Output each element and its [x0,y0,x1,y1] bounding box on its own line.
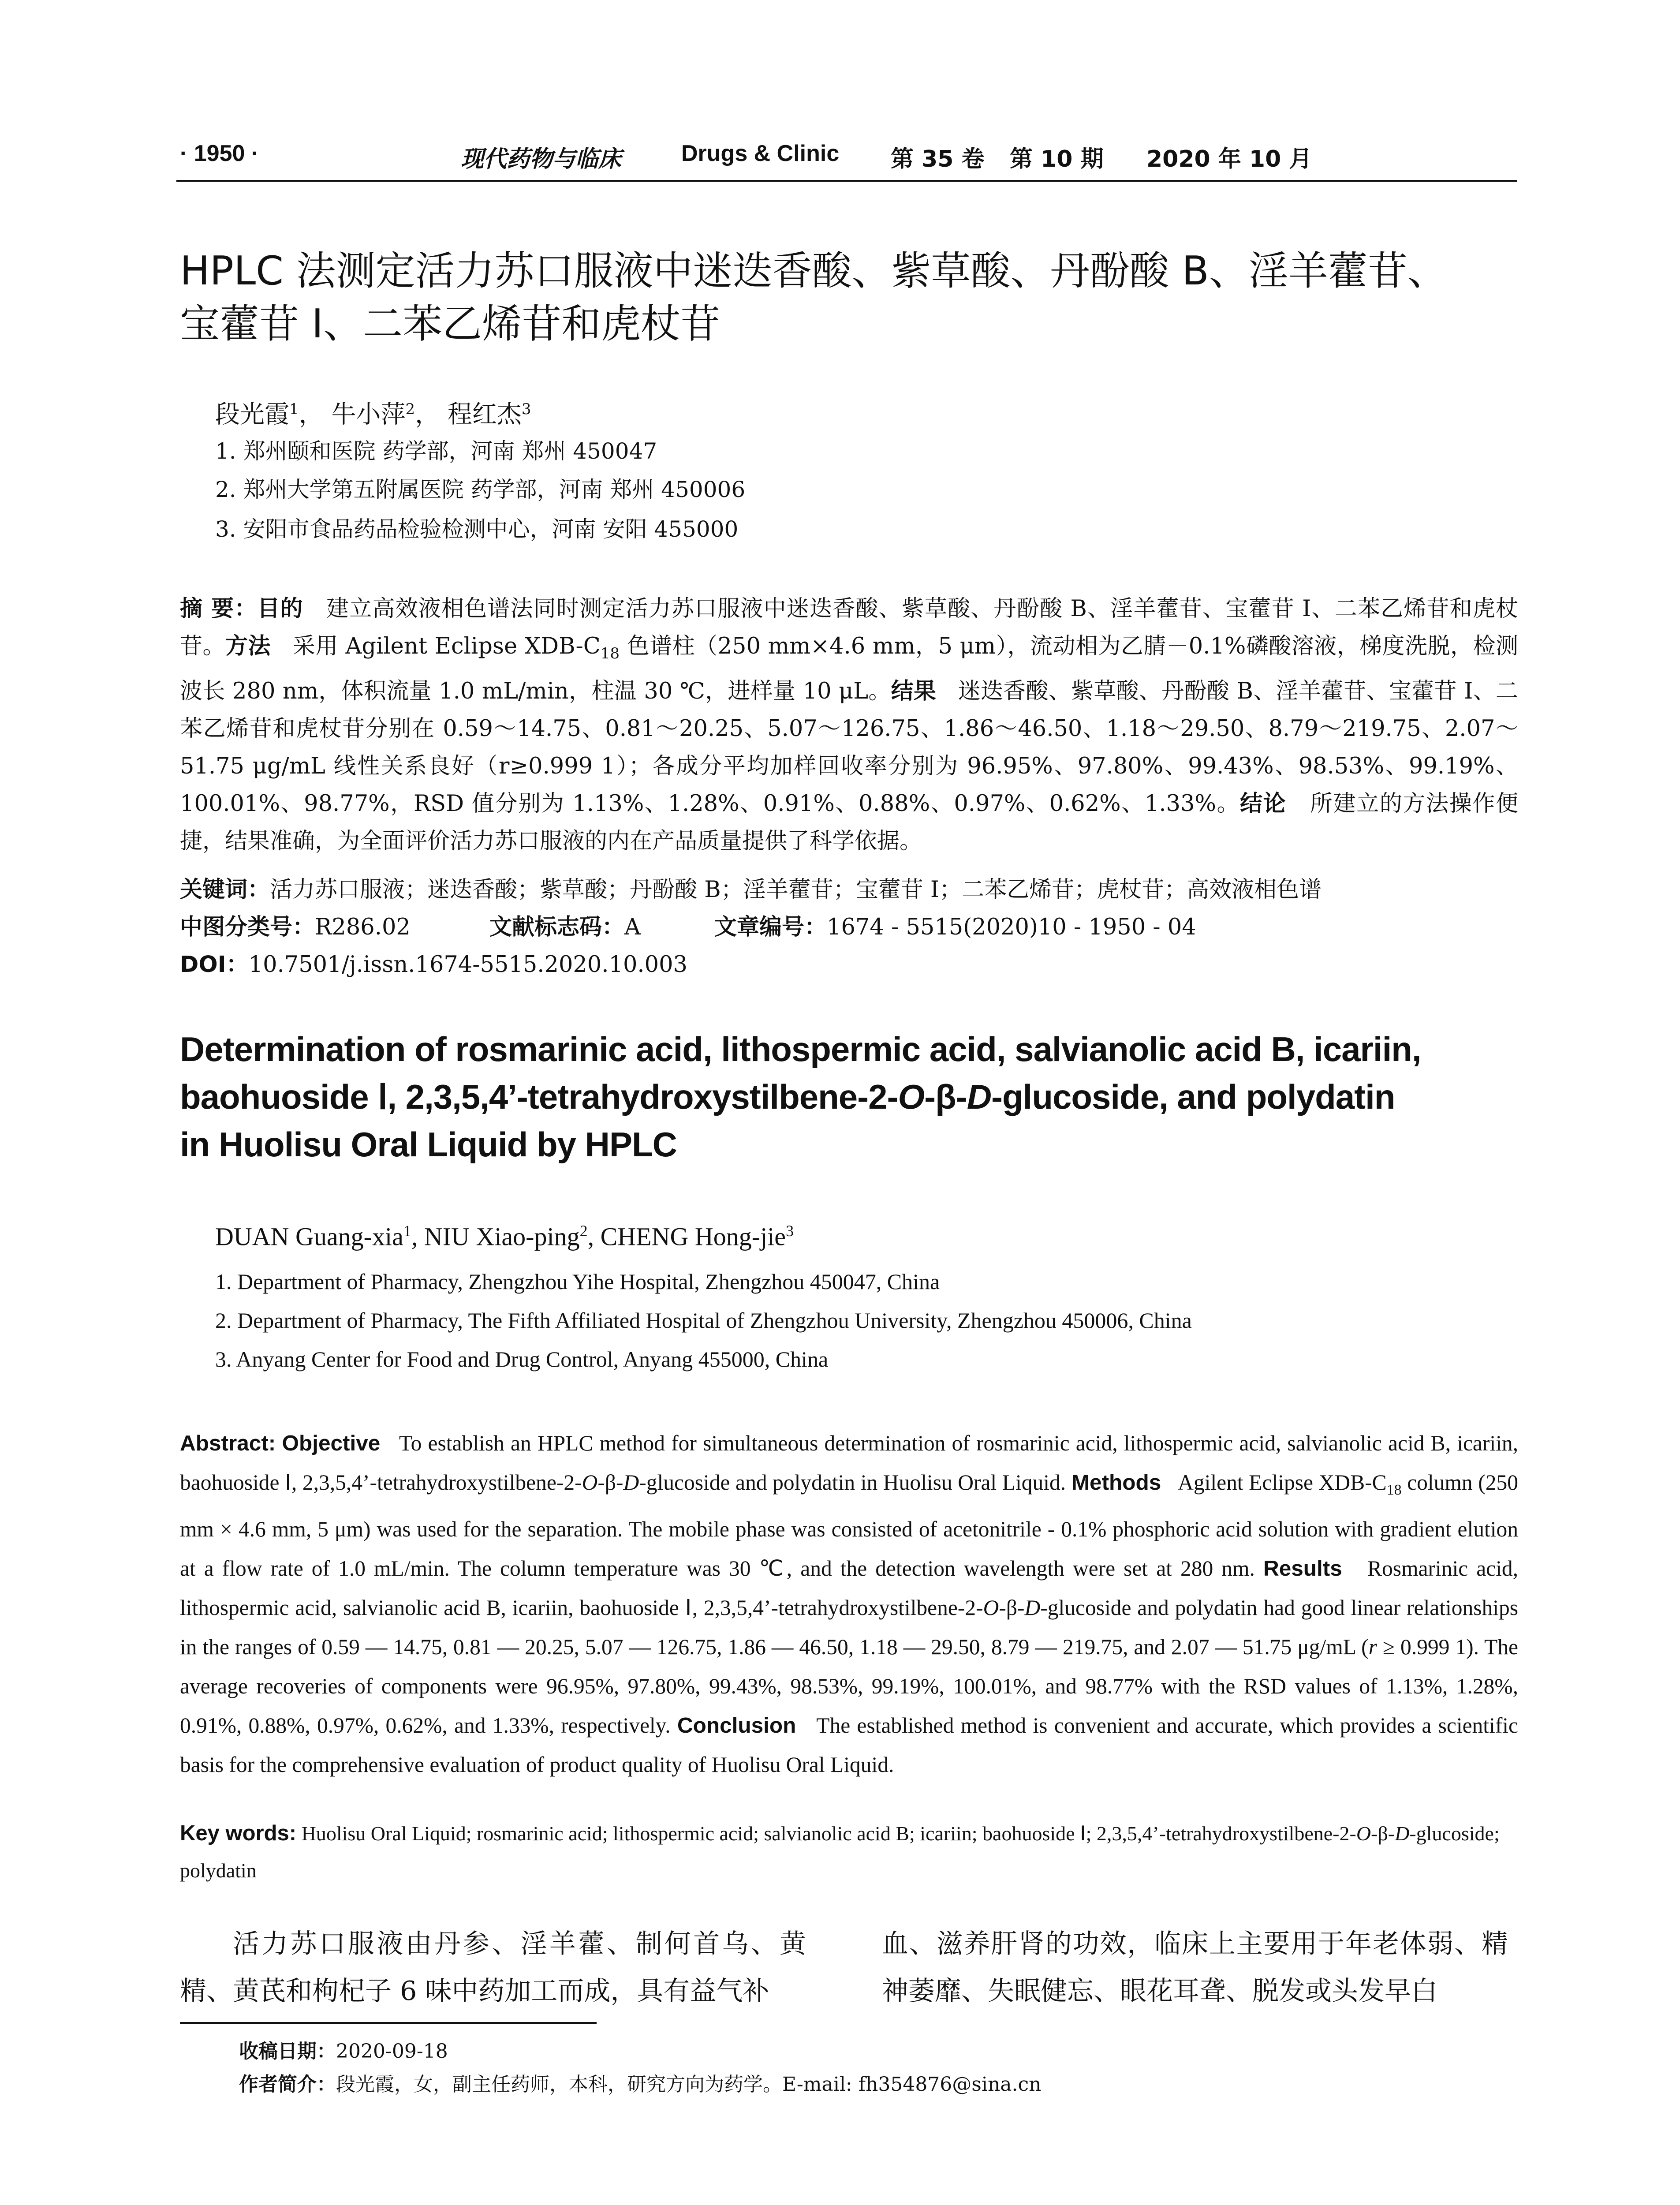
objective-label-cn: 目的 [257,596,303,622]
doi-line [180,946,687,983]
classification-line [180,908,411,946]
methods-text-en-b: column (250 mm × 4.6 mm, 5 μm) was used for the separation. The mobile phase was consisted of acetonitrile - 0.1% phosphoric acid solution with gradient elution at a flow rate of 1.0 mL/min. The column temperature was 30 ℃, and the detection wavelength were set at 280 nm. [180,1470,1519,1581]
keywords-cn-text: 活力苏口服液；迷迭香酸；紫草酸；丹酚酸 B；淫羊藿苷；宝藿苷 I；二苯乙烯苷；虎杖苷；高效液相色谱 [270,877,1322,903]
body-column-left: 活力苏口服液由丹参、淫羊藿、制何首乌、黄精、黄芪和枸杞子 6 味中药加工而成，具有益气补 [180,1928,806,2007]
journal-volume: 第 35 卷 [891,146,985,172]
author-1-cn: 段光霞 [215,400,289,429]
italic-d: D [623,1470,639,1495]
results-text-cn: 迷迭香酸、紫草酸、丹酚酸 B、淫羊藿苷、宝藿苷 I、二苯乙烯苷和虎杖苷分别在 0.59～14.75、0.81～20.25、5.07～126.75、1.86～46.50、1.18～29.50、8.79～219.75、2.07～51.75 μg/mL 线性关系良好（r≥0.999 1）；各成分平均加样回收率分别为 96.95%、97.80%、99.43%、98.53%、99.19%、100.01%、98.77%，RSD 值分别为 1.13%、1.28%、0.91%、0.88%、0.97%、0.62%、1.33%。 [180,678,1518,817]
clc-value: R286.02 [315,914,411,940]
keywords-en-text-c: -glucoside; polydatin [180,1822,1500,1882]
author-2-cn: 牛小萍 [331,400,406,429]
abstract-cn-label: 摘 要： [180,596,258,622]
affiliation-en-2: 2. Department of Pharmacy, The Fifth Affiliated Hospital of Zhengzhou University, Zhengzhou 450006, China [215,1308,1192,1333]
footnote-rule [180,2022,597,2024]
title-en-line-3: in Huolisu Oral Liquid by HPLC [180,1125,677,1164]
title-en-part: -glucoside, and polydatin [991,1077,1395,1116]
doc-code-label: 文献标志码： [489,914,625,940]
author-2-affil-mark: 2 [405,400,415,418]
keywords-en-label: Key words: [180,1821,297,1845]
author-2-en: NIU Xiao-ping [424,1222,580,1251]
article-title-en [180,1025,1520,1168]
conclusion-label-cn: 结论 [1240,791,1287,817]
conclusion-label-en: Conclusion [677,1713,796,1738]
article-number-value: 1674 - 5515(2020)10 - 1950 - 04 [827,914,1196,940]
methods-en-subscript: 18 [1386,1481,1402,1498]
italic-d: D [1395,1822,1410,1845]
header-rule [176,180,1517,182]
author-3-en-mark: 3 [786,1222,794,1240]
italic-d: D [1024,1595,1041,1620]
author-1-en-mark: 1 [403,1222,411,1240]
doc-code-line [489,908,641,946]
author-separator: ， [299,400,324,429]
objective-text-en-b: -β- [597,1470,623,1495]
affiliation-en-1: 1. Department of Pharmacy, Zhengzhou Yihe Hospital, Zhengzhou 450047, China [215,1269,940,1294]
italic-o: O [983,1595,999,1620]
author-1-en: DUAN Guang-xia [215,1222,403,1251]
methods-label-cn: 方法 [225,633,271,659]
title-en-part: baohuoside Ⅰ, 2,3,5,4’-tetrahydroxystilbene-2- [180,1077,898,1116]
methods-text-en: Agilent Eclipse XDB-C [1178,1470,1387,1495]
title-cn-line-2: 宝藿苷 I、二苯乙烯苷和虎杖苷 [180,301,721,347]
results-text-en-e: ≥ 0.999 1). The average recoveries of components were 96.95%, 97.80%, 99.43%, 98.53%, 99.19%, 100.01%, and 98.77% with the RSD values of 1.13%, 1.28%, 0.91%, 0.88%, 0.97%, 0.62%, and 1.33%, respectively. [180,1634,1519,1738]
journal-name-en: Drugs & Clinic [681,141,840,166]
italic-o: O [582,1470,598,1495]
methods-subscript: 18 [600,645,620,663]
results-text-en: Rosmarinic acid, lithospermic acid, salvianolic acid B, icariin, baohuoside Ⅰ, 2,3,5,4’-tetrahydroxystilbene-2- [180,1556,1519,1620]
title-en-italic: D [967,1077,992,1116]
title-en-line-2 [180,1073,1520,1121]
received-label: 收稿日期： [239,2040,336,2063]
conclusion-text-cn: 所建立的方法操作便捷，结果准确，为全面评价活力苏口服液的内在产品质量提供了科学依据。 [180,791,1518,855]
objective-label-en: Objective [282,1431,381,1455]
results-text-en-c: -glucoside and polydatin had good linear relationships in the ranges of 0.59 — 14.75, 0.81 — 20.25, 5.07 — 126.75, 1.86 — 46.50, 1.18 — 29.50, 8.79 — 219.75, and 2.07 — 51.75 μg/mL ( [180,1595,1518,1659]
journal-name-cn: 现代药物与临床 [461,146,622,172]
objective-text-en: To establish an HPLC method for simultaneous determination of rosmarinic acid, lithospermic acid, salvianolic acid B, icariin, baohuoside Ⅰ, 2,3,5,4’-tetrahydroxystilbene-2- [180,1431,1518,1495]
received-date: 2020-09-18 [336,2040,448,2063]
conclusion-text-en: The established method is convenient and accurate, which provides a scientific basis for the comprehensive evaluation of product quality of Huolisu Oral Liquid. [180,1713,1519,1777]
footnote-received [239,2035,448,2063]
results-text-en-b: -β- [999,1595,1025,1620]
keywords-en-text-b: -β- [1371,1822,1395,1845]
objective-text-en-c: -glucoside and polydatin in Huolisu Oral Liquid. [639,1470,1066,1495]
journal-date: 2020 年 10 月 [1146,146,1312,172]
author-3-affil-mark: 3 [521,400,531,418]
title-cn-line-1: HPLC 法测定活力苏口服液中迷迭香酸、紫草酸、丹酚酸 B、淫羊藿苷、 [180,248,1447,294]
title-en-italic: O [898,1077,925,1116]
methods-text-cn-a: 采用 Agilent Eclipse XDB-C [292,633,601,659]
page-number: · 1950 · [180,141,259,166]
author-3-cn: 程红杰 [447,400,522,429]
title-en-line-1: Determination of rosmarinic acid, lithospermic acid, salvianolic acid B, icariin, [180,1030,1421,1069]
author-separator: ， [415,400,440,429]
doi-value[interactable]: 10.7501/j.issn.1674-5515.2020.10.003 [248,952,687,978]
author-bio-label: 作者简介： [239,2073,336,2096]
results-label-cn: 结果 [891,678,937,705]
clc-label: 中图分类号： [180,914,315,940]
results-label-en: Results [1263,1556,1342,1581]
authors-cn [215,392,531,433]
abstract-en [180,1424,1518,1784]
authors-en: DUAN Guang-xia$^1$, NIU Xiao-ping$^2$, CHENG Hong-jie$^3$ [215,1222,794,1251]
italic-o: O [1356,1822,1371,1845]
affiliation-cn-1: 1. 郑州颐和医院 药学部，河南 郑州 450047 [215,438,657,464]
italic-r: r [1368,1634,1377,1659]
author-bio: 段光霞，女，副主任药师，本科，研究方向为药学。E-mail: fh354876@sina.cn [336,2073,1042,2096]
keywords-en [180,1815,1520,1889]
objective-text-cn: 建立高效液相色谱法同时测定活力苏口服液中迷迭香酸、紫草酸、丹酚酸 B、淫羊藿苷、宝藿苷 I、二苯乙烯苷和虎杖苷。 [180,596,1518,659]
affiliation-en-3: 3. Anyang Center for Food and Drug Control, Anyang 455000, China [215,1347,829,1372]
footnote-author [239,2068,1042,2097]
body-column-right: 血、滋养肝肾的功效，临床上主要用于年老体弱、精神萎靡、失眠健忘、眼花耳聋、脱发或头发早白 [882,1928,1508,2007]
methods-label-en: Methods [1071,1470,1161,1495]
journal-issue: 第 10 期 [1010,146,1104,172]
author-3-en: CHENG Hong-jie [600,1222,786,1251]
abstract-en-label: Abstract: [180,1431,276,1455]
article-title-cn [180,245,1520,351]
author-2-en-mark: 2 [579,1222,588,1240]
affiliation-cn-2: 2. 郑州大学第五附属医院 药学部，河南 郑州 450006 [215,477,746,502]
author-1-affil-mark: 1 [289,400,299,418]
title-en-part: -β- [924,1077,967,1116]
article-number-label: 文章编号： [714,914,827,940]
affiliation-cn-3: 3. 安阳市食品药品检验检测中心，河南 安阳 455000 [215,516,739,542]
keywords-en-text: Huolisu Oral Liquid; rosmarinic acid; lithospermic acid; salvianolic acid B; icariin; baohuoside Ⅰ; 2,3,5,4’-tetrahydroxystilbene-2- [301,1822,1356,1845]
doi-label: DOI： [180,952,249,978]
article-number-line [714,908,1196,946]
doc-code-value: A [624,914,641,940]
keywords-cn-label: 关键词： [180,877,270,903]
abstract-cn [180,590,1518,860]
methods-text-cn-b: 色谱柱（250 mm×4.6 mm，5 μm），流动相为乙腈－0.1%磷酸溶液，梯度洗脱，检测波长 280 nm，体积流量 1.0 mL/min，柱温 30 ℃，进样量 10 μL。 [180,633,1518,705]
keywords-cn [180,871,1322,908]
